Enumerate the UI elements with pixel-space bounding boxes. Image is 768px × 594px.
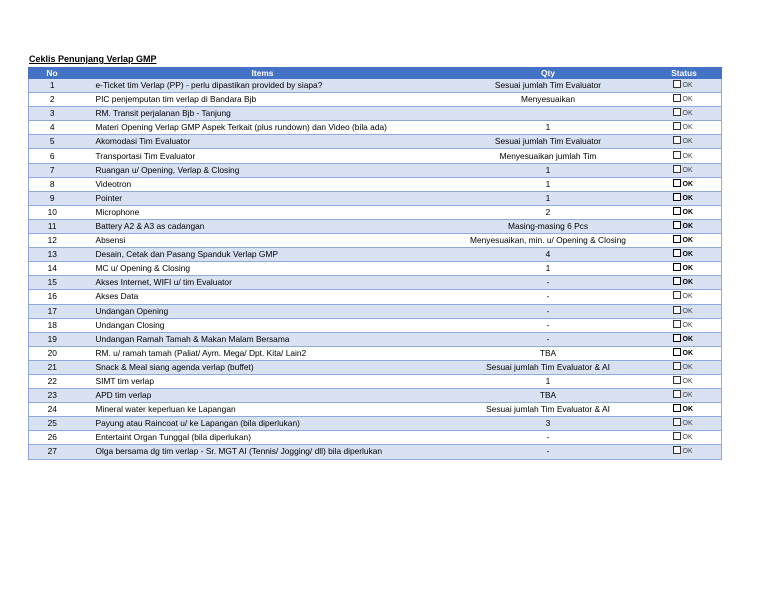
row-qty: Masing-masing 6 Pcs (450, 219, 647, 233)
row-number: 24 (29, 403, 76, 417)
status-label: OK (682, 251, 693, 259)
table-row (29, 290, 722, 304)
status-checkbox[interactable] (673, 306, 681, 314)
row-qty: Sesuai jumlah Tim Evaluator (450, 79, 647, 93)
row-qty: - (450, 431, 647, 445)
row-item: Akomodasi Tim Evaluator (76, 135, 450, 149)
row-qty: Sesuai jumlah Tim Evaluator & AI (450, 403, 647, 417)
table-row (29, 262, 722, 276)
row-qty: - (450, 276, 647, 290)
status-checkbox[interactable] (673, 80, 681, 88)
row-status (647, 417, 722, 431)
row-item: RM. u/ ramah tamah (Paliat/ Aym. Mega/ Dpt. Kita/ Lain2 (76, 346, 450, 360)
header-items: Items (76, 67, 450, 79)
status-label: OK (682, 293, 693, 301)
table-row (29, 219, 722, 233)
row-number: 14 (29, 262, 76, 276)
row-item: Microphone (76, 205, 450, 219)
row-number: 7 (29, 163, 76, 177)
status-label: OK (682, 237, 693, 245)
row-qty: 2 (450, 205, 647, 219)
row-number: 10 (29, 205, 76, 219)
status-checkbox[interactable] (673, 376, 681, 384)
row-item: Akses Data (76, 290, 450, 304)
row-qty: Sesuai jumlah Tim Evaluator & AI (450, 360, 647, 374)
status-checkbox[interactable] (673, 235, 681, 243)
status-checkbox[interactable] (673, 348, 681, 356)
status-label: OK (682, 349, 693, 357)
sheet-title: Ceklis Penunjang Verlap GMP (29, 54, 157, 64)
table-row (29, 374, 722, 388)
table-row (29, 191, 722, 205)
table-row (29, 332, 722, 346)
status-label: OK (682, 406, 693, 414)
row-number: 2 (29, 93, 76, 107)
row-qty: Sesuai jumlah Tim Evaluator (450, 135, 647, 149)
table-row (29, 445, 722, 459)
status-label: OK (682, 222, 693, 230)
table-row (29, 360, 722, 374)
status-checkbox[interactable] (673, 362, 681, 370)
row-qty: 1 (450, 262, 647, 276)
row-number: 25 (29, 417, 76, 431)
row-number: 18 (29, 318, 76, 332)
row-status (647, 191, 722, 205)
row-status (647, 205, 722, 219)
row-number: 23 (29, 389, 76, 403)
row-number: 12 (29, 234, 76, 248)
row-number: 1 (29, 79, 76, 93)
status-checkbox[interactable] (673, 108, 681, 116)
row-item: Snack & Meal siang agenda verlap (buffet) (76, 360, 450, 374)
row-number: 6 (29, 149, 76, 163)
table-row (29, 93, 722, 107)
table-row (29, 177, 722, 191)
row-qty: 1 (450, 177, 647, 191)
table-row (29, 346, 722, 360)
row-status (647, 248, 722, 262)
table-row (29, 417, 722, 431)
row-number: 8 (29, 177, 76, 191)
row-number: 15 (29, 276, 76, 290)
row-status (647, 262, 722, 276)
row-status (647, 276, 722, 290)
table-row (29, 304, 722, 318)
row-number: 11 (29, 219, 76, 233)
row-status (647, 163, 722, 177)
row-qty: 1 (450, 374, 647, 388)
table-row (29, 318, 722, 332)
status-checkbox[interactable] (673, 418, 681, 426)
row-number: 3 (29, 107, 76, 121)
row-number: 20 (29, 346, 76, 360)
row-number: 17 (29, 304, 76, 318)
status-label: OK (682, 166, 693, 174)
header-no: No (29, 67, 76, 79)
status-label: OK (682, 82, 693, 90)
status-label: OK (682, 279, 693, 287)
status-label: OK (682, 335, 693, 343)
status-checkbox[interactable] (673, 207, 681, 215)
status-label: OK (682, 420, 693, 428)
row-qty: 1 (450, 191, 647, 205)
row-qty: - (450, 445, 647, 459)
table-row (29, 431, 722, 445)
row-number: 27 (29, 445, 76, 459)
row-qty: TBA (450, 389, 647, 403)
row-number: 16 (29, 290, 76, 304)
row-status (647, 403, 722, 417)
row-status (647, 93, 722, 107)
row-status (647, 318, 722, 332)
row-number: 4 (29, 121, 76, 135)
table-row (29, 135, 722, 149)
status-checkbox[interactable] (673, 404, 681, 412)
status-label: OK (682, 448, 693, 456)
row-item: MC u/ Opening & Closing (76, 262, 450, 276)
row-item: Materi Opening Verlap GMP Aspek Terkait (plus rundown) dan Video (bila ada) (76, 121, 450, 135)
row-qty: 1 (450, 163, 647, 177)
table-row (29, 205, 722, 219)
status-checkbox[interactable] (673, 165, 681, 173)
row-item: Entertaint Organ Tunggal (bila diperlukan) (76, 431, 450, 445)
table-row (29, 121, 722, 135)
row-item: Transportasi Tim Evaluator (76, 149, 450, 163)
row-qty: - (450, 318, 647, 332)
row-status (647, 121, 722, 135)
row-status (647, 79, 722, 93)
table-row (29, 163, 722, 177)
status-checkbox[interactable] (673, 151, 681, 159)
row-qty (450, 107, 647, 121)
status-checkbox[interactable] (673, 390, 681, 398)
status-label: OK (682, 321, 693, 329)
row-status (647, 304, 722, 318)
row-qty: - (450, 290, 647, 304)
row-qty: 4 (450, 248, 647, 262)
row-item: APD tim verlap (76, 389, 450, 403)
status-checkbox[interactable] (673, 432, 681, 440)
row-status (647, 290, 722, 304)
row-item: RM. Transit perjalanan Bjb - Tanjung (76, 107, 450, 121)
row-item: Undangan Ramah Tamah & Makan Malam Bersama (76, 332, 450, 346)
row-qty: TBA (450, 346, 647, 360)
status-label: OK (682, 194, 693, 202)
row-item: Olga bersama dg tim verlap - Sr. MGT AI (Tennis/ Jogging/ dll) bila diperlukan (76, 445, 450, 459)
row-number: 21 (29, 360, 76, 374)
row-number: 13 (29, 248, 76, 262)
table-row (29, 79, 722, 93)
row-item: Mineral water keperluan ke Lapangan (76, 403, 450, 417)
row-item: PIC penjemputan tim verlap di Bandara Bjb (76, 93, 450, 107)
row-item: Absensi (76, 234, 450, 248)
status-label: OK (682, 265, 693, 273)
status-label: OK (682, 434, 693, 442)
status-label: OK (682, 138, 693, 146)
table-row (29, 107, 722, 121)
header-row (29, 67, 722, 79)
row-status (647, 219, 722, 233)
table-row (29, 234, 722, 248)
status-label: OK (682, 363, 693, 371)
status-label: OK (682, 392, 693, 400)
row-item: Undangan Opening (76, 304, 450, 318)
row-item: Undangan Closing (76, 318, 450, 332)
row-number: 19 (29, 332, 76, 346)
status-checkbox[interactable] (673, 193, 681, 201)
row-qty: - (450, 332, 647, 346)
row-qty: Menyesuaikan (450, 93, 647, 107)
status-label: OK (682, 180, 693, 188)
table-row (29, 149, 722, 163)
row-item: SIMT tim verlap (76, 374, 450, 388)
row-status (647, 374, 722, 388)
status-checkbox[interactable] (673, 320, 681, 328)
row-status (647, 346, 722, 360)
row-qty: Menyesuaikan, min. u/ Opening & Closing (450, 234, 647, 248)
row-status (647, 360, 722, 374)
status-label: OK (682, 110, 693, 118)
status-checkbox[interactable] (673, 94, 681, 102)
table-row (29, 389, 722, 403)
status-label: OK (682, 307, 693, 315)
row-status (647, 234, 722, 248)
status-checkbox[interactable] (673, 136, 681, 144)
row-item: Videotron (76, 177, 450, 191)
row-status (647, 332, 722, 346)
table-row (29, 276, 722, 290)
status-label: OK (682, 208, 693, 216)
row-number: 5 (29, 135, 76, 149)
row-item: Battery A2 & A3 as cadangan (76, 219, 450, 233)
row-qty: 3 (450, 417, 647, 431)
row-status (647, 445, 722, 459)
status-checkbox[interactable] (673, 291, 681, 299)
status-checkbox[interactable] (673, 263, 681, 271)
status-label: OK (682, 124, 693, 132)
row-status (647, 177, 722, 191)
status-label: OK (682, 96, 693, 104)
status-checkbox[interactable] (673, 446, 681, 454)
status-checkbox[interactable] (673, 334, 681, 342)
row-item: Ruangan u/ Opening, Verlap & Closing (76, 163, 450, 177)
row-item: Desain, Cetak dan Pasang Spanduk Verlap GMP (76, 248, 450, 262)
row-status (647, 107, 722, 121)
row-qty: - (450, 304, 647, 318)
table-row (29, 248, 722, 262)
table-row (29, 403, 722, 417)
row-number: 26 (29, 431, 76, 445)
row-status (647, 135, 722, 149)
row-item: Akses Internet, WIFI u/ tim Evaluator (76, 276, 450, 290)
checklist-table (28, 67, 722, 460)
row-status (647, 431, 722, 445)
status-checkbox[interactable] (673, 122, 681, 130)
row-number: 22 (29, 374, 76, 388)
status-label: OK (682, 152, 693, 160)
row-qty: 1 (450, 121, 647, 135)
row-status (647, 389, 722, 403)
row-item: e-Ticket tim Verlap (PP) - perlu dipastikan provided by siapa? (76, 79, 450, 93)
status-checkbox[interactable] (673, 277, 681, 285)
status-label: OK (682, 378, 693, 386)
status-checkbox[interactable] (673, 249, 681, 257)
header-status: Status (647, 67, 722, 79)
row-status (647, 149, 722, 163)
row-item: Pointer (76, 191, 450, 205)
row-item: Payung atau Raincoat u/ ke Lapangan (bila diperlukan) (76, 417, 450, 431)
status-checkbox[interactable] (673, 221, 681, 229)
row-number: 9 (29, 191, 76, 205)
row-qty: Menyesuaikan jumlah Tim (450, 149, 647, 163)
header-qty: Qty (450, 67, 647, 79)
status-checkbox[interactable] (673, 179, 681, 187)
